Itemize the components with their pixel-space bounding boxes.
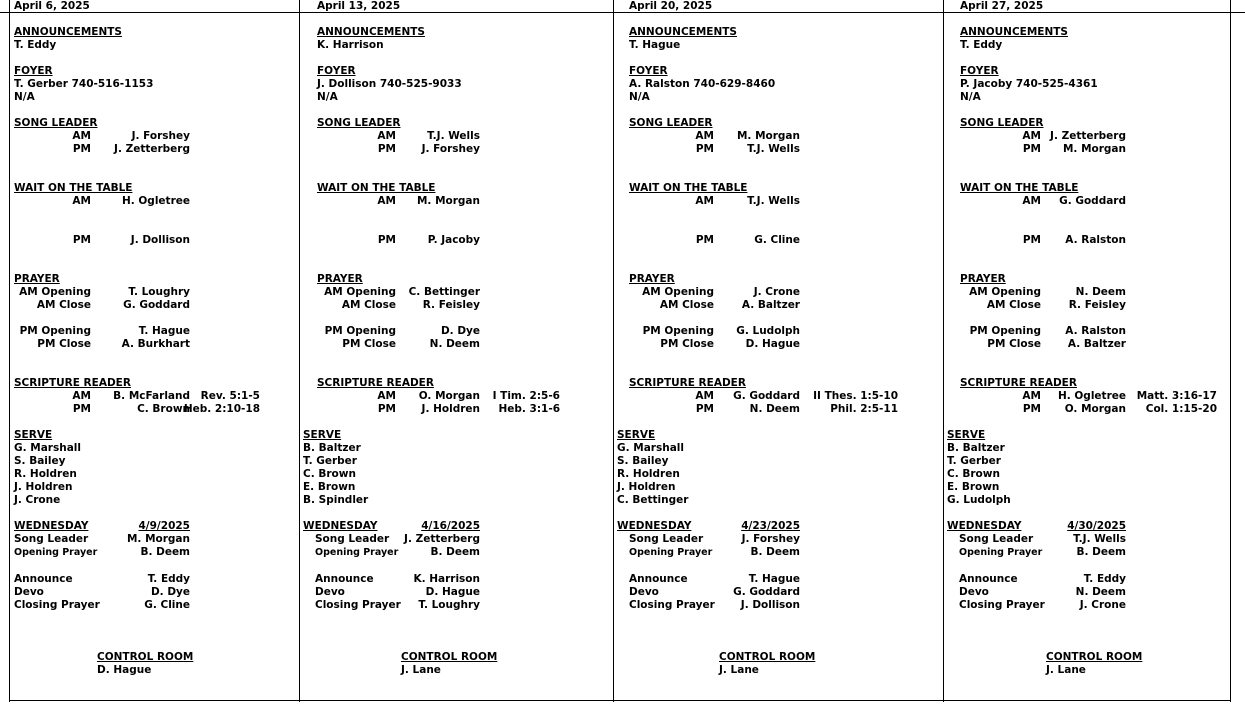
pm-opening-label: PM Opening	[19, 325, 91, 337]
serve-name: G. Marshall	[14, 442, 81, 454]
scripture-pm-reference: Phil. 2:5-11	[830, 403, 898, 415]
wait-am-label: AM	[695, 195, 714, 207]
week-date: April 27, 2025	[960, 0, 1044, 12]
serve-heading: SERVE	[303, 429, 342, 441]
song-leader-am: J. Forshey	[131, 130, 190, 142]
prayer-heading: PRAYER	[629, 273, 675, 285]
pm-opening-label: PM Opening	[969, 325, 1041, 337]
wait-on-table-heading: WAIT ON THE TABLE	[317, 182, 436, 194]
pm-opening-name: D. Dye	[440, 325, 480, 337]
wait-pm-label: PM	[72, 234, 91, 246]
serve-name: R. Holdren	[14, 468, 77, 480]
wed-opening-prayer: B. Deem	[430, 546, 480, 558]
announcements-name: T. Hague	[629, 39, 681, 51]
scripture-reader-pm: J. Holdren	[421, 403, 480, 415]
column-separator-1	[9, 0, 10, 702]
wed-opening-prayer-label: Opening Prayer	[315, 547, 399, 558]
wait-am-label: AM	[1022, 195, 1041, 207]
wed-song-leader-label: Song Leader	[14, 533, 89, 545]
control-room-heading: CONTROL ROOM	[1046, 651, 1143, 663]
control-room-name: J. Lane	[1046, 664, 1086, 676]
wed-announce-label: Announce	[315, 573, 374, 585]
am-close-name: R. Feisley	[422, 299, 480, 311]
scripture-am-label: AM	[695, 390, 714, 402]
wed-opening-prayer-label: Opening Prayer	[14, 547, 98, 558]
bottom-border-line	[9, 700, 1231, 701]
am-opening-label: AM Opening	[969, 286, 1041, 298]
serve-name: J. Holdren	[617, 481, 676, 493]
pm-close-label: PM Close	[660, 338, 714, 350]
announcements-heading: ANNOUNCEMENTS	[317, 26, 425, 38]
song-pm-label: PM	[1022, 143, 1041, 155]
scripture-am-label: AM	[377, 390, 396, 402]
foyer-contact: T. Gerber 740-516-1153	[14, 78, 154, 90]
scripture-reader-pm: N. Deem	[749, 403, 800, 415]
am-close-name: G. Goddard	[123, 299, 190, 311]
pm-opening-label: PM Opening	[642, 325, 714, 337]
song-leader-am: T.J. Wells	[427, 130, 480, 142]
am-close-name: A. Baltzer	[741, 299, 800, 311]
wednesday-heading: WEDNESDAY	[947, 520, 1022, 532]
song-leader-heading: SONG LEADER	[14, 117, 98, 129]
scripture-am-reference: Rev. 5:1-5	[200, 390, 260, 402]
am-close-label: AM Close	[36, 299, 91, 311]
wednesday-heading: WEDNESDAY	[617, 520, 692, 532]
scripture-pm-reference: Col. 1:15-20	[1145, 403, 1217, 415]
wed-announce: T. Eddy	[147, 573, 190, 585]
song-leader-heading: SONG LEADER	[317, 117, 401, 129]
wed-devo-label: Devo	[959, 586, 989, 598]
serve-name: J. Crone	[14, 494, 61, 506]
foyer-heading: FOYER	[960, 65, 999, 77]
wait-on-table-heading: WAIT ON THE TABLE	[629, 182, 748, 194]
column-separator-4	[943, 0, 944, 702]
serve-name: B. Baltzer	[947, 442, 1005, 454]
announcements-name: T. Eddy	[14, 39, 57, 51]
serve-name: G. Marshall	[617, 442, 684, 454]
wed-opening-prayer: B. Deem	[1076, 546, 1126, 558]
am-close-label: AM Close	[341, 299, 396, 311]
pm-opening-name: T. Hague	[138, 325, 190, 337]
wait-am-label: AM	[377, 195, 396, 207]
scripture-am-reference: I Tim. 2:5-6	[492, 390, 560, 402]
wait-pm-label: PM	[695, 234, 714, 246]
song-am-label: AM	[72, 130, 91, 142]
week-date: April 20, 2025	[629, 0, 713, 12]
scripture-am-reference: Matt. 3:16-17	[1136, 390, 1217, 402]
wait-on-table-am: G. Goddard	[1059, 195, 1126, 207]
song-pm-label: PM	[377, 143, 396, 155]
scripture-reader-heading: SCRIPTURE READER	[317, 377, 434, 389]
am-close-name: R. Feisley	[1068, 299, 1126, 311]
scripture-pm-label: PM	[72, 403, 91, 415]
pm-opening-name: A. Ralston	[1065, 325, 1126, 337]
wed-closing-prayer-label: Closing Prayer	[629, 599, 715, 611]
pm-opening-name: G. Ludolph	[736, 325, 800, 337]
wed-closing-prayer: G. Cline	[144, 599, 190, 611]
foyer-heading: FOYER	[629, 65, 668, 77]
wednesday-date: 4/9/2025	[138, 520, 190, 532]
am-opening-name: J. Crone	[753, 286, 800, 298]
wed-opening-prayer-label: Opening Prayer	[959, 547, 1043, 558]
wed-devo: N. Deem	[1075, 586, 1126, 598]
control-room-name: J. Lane	[719, 664, 759, 676]
foyer-extra: N/A	[629, 91, 650, 103]
serve-name: S. Bailey	[617, 455, 669, 467]
wait-on-table-am: H. Ogletree	[121, 195, 190, 207]
serve-heading: SERVE	[947, 429, 986, 441]
serve-name: C. Brown	[947, 468, 1000, 480]
serve-heading: SERVE	[14, 429, 53, 441]
foyer-heading: FOYER	[14, 65, 53, 77]
pm-close-name: A. Baltzer	[1067, 338, 1126, 350]
scripture-reader-am: G. Goddard	[733, 390, 800, 402]
wait-on-table-pm: G. Cline	[754, 234, 800, 246]
song-am-label: AM	[377, 130, 396, 142]
announcements-name: K. Harrison	[317, 39, 384, 51]
serve-name: S. Bailey	[14, 455, 66, 467]
song-leader-heading: SONG LEADER	[629, 117, 713, 129]
wed-closing-prayer-label: Closing Prayer	[315, 599, 401, 611]
am-close-label: AM Close	[986, 299, 1041, 311]
scripture-reader-heading: SCRIPTURE READER	[629, 377, 746, 389]
serve-name: E. Brown	[303, 481, 356, 493]
song-pm-label: PM	[695, 143, 714, 155]
pm-opening-label: PM Opening	[324, 325, 396, 337]
foyer-heading: FOYER	[317, 65, 356, 77]
prayer-heading: PRAYER	[317, 273, 363, 285]
foyer-extra: N/A	[317, 91, 338, 103]
pm-close-name: D. Hague	[745, 338, 800, 350]
serve-name: B. Baltzer	[303, 442, 361, 454]
song-leader-pm: M. Morgan	[1062, 143, 1126, 155]
wed-devo: D. Dye	[150, 586, 190, 598]
serve-name: C. Bettinger	[617, 494, 689, 506]
song-am-label: AM	[1022, 130, 1041, 142]
scripture-reader-pm: C. Brown	[137, 403, 190, 415]
song-leader-am: M. Morgan	[736, 130, 800, 142]
wed-opening-prayer-label: Opening Prayer	[629, 547, 713, 558]
wait-pm-label: PM	[1022, 234, 1041, 246]
wait-on-table-pm: J. Dollison	[130, 234, 190, 246]
serve-name: E. Brown	[947, 481, 1000, 493]
scripture-pm-label: PM	[695, 403, 714, 415]
wait-pm-label: PM	[377, 234, 396, 246]
wait-am-label: AM	[72, 195, 91, 207]
serve-name: R. Holdren	[617, 468, 680, 480]
wed-opening-prayer: B. Deem	[750, 546, 800, 558]
wed-song-leader: T.J. Wells	[1073, 533, 1126, 545]
pm-close-label: PM Close	[987, 338, 1041, 350]
wait-on-table-am: T.J. Wells	[747, 195, 800, 207]
wed-announce-label: Announce	[14, 573, 73, 585]
top-border-line	[0, 12, 1245, 13]
am-opening-name: T. Loughry	[128, 286, 190, 298]
serve-name: T. Gerber	[947, 455, 1001, 467]
control-room-name: D. Hague	[97, 664, 152, 676]
wednesday-date: 4/16/2025	[421, 520, 480, 532]
song-leader-pm: J. Zetterberg	[114, 143, 190, 155]
song-leader-am: J. Zetterberg	[1050, 130, 1126, 142]
wait-on-table-heading: WAIT ON THE TABLE	[14, 182, 133, 194]
serve-name: G. Ludolph	[947, 494, 1011, 506]
wed-devo-label: Devo	[629, 586, 659, 598]
scripture-reader-am: B. McFarland	[113, 390, 190, 402]
wednesday-date: 4/23/2025	[741, 520, 800, 532]
song-pm-label: PM	[72, 143, 91, 155]
wait-on-table-heading: WAIT ON THE TABLE	[960, 182, 1079, 194]
wait-on-table-pm: P. Jacoby	[427, 234, 480, 246]
scripture-am-reference: II Thes. 1:5-10	[813, 390, 898, 402]
am-opening-label: AM Opening	[324, 286, 396, 298]
foyer-contact: J. Dollison 740-525-9033	[317, 78, 462, 90]
pm-close-name: N. Deem	[429, 338, 480, 350]
wed-song-leader-label: Song Leader	[629, 533, 704, 545]
scripture-reader-am: H. Ogletree	[1057, 390, 1126, 402]
song-leader-pm: J. Forshey	[421, 143, 480, 155]
wed-song-leader-label: Song Leader	[959, 533, 1034, 545]
wednesday-heading: WEDNESDAY	[14, 520, 89, 532]
wed-devo: G. Goddard	[733, 586, 800, 598]
wed-opening-prayer: B. Deem	[140, 546, 190, 558]
control-room-heading: CONTROL ROOM	[97, 651, 194, 663]
song-leader-pm: T.J. Wells	[747, 143, 800, 155]
foyer-extra: N/A	[14, 91, 35, 103]
prayer-heading: PRAYER	[14, 273, 60, 285]
serve-name: B. Spindler	[303, 494, 369, 506]
wed-devo: D. Hague	[425, 586, 480, 598]
am-close-label: AM Close	[659, 299, 714, 311]
serve-name: C. Brown	[303, 468, 356, 480]
scripture-reader-heading: SCRIPTURE READER	[14, 377, 131, 389]
foyer-extra: N/A	[960, 91, 981, 103]
control-room-heading: CONTROL ROOM	[719, 651, 816, 663]
wed-devo-label: Devo	[315, 586, 345, 598]
scripture-reader-am: O. Morgan	[418, 390, 480, 402]
am-opening-label: AM Opening	[19, 286, 91, 298]
column-separator-2	[299, 0, 300, 702]
wednesday-heading: WEDNESDAY	[303, 520, 378, 532]
wed-song-leader-label: Song Leader	[315, 533, 390, 545]
week-date: April 13, 2025	[317, 0, 401, 12]
scripture-reader-pm: O. Morgan	[1064, 403, 1126, 415]
wed-closing-prayer-label: Closing Prayer	[959, 599, 1045, 611]
scripture-pm-label: PM	[1022, 403, 1041, 415]
column-separator-3	[613, 0, 614, 702]
scripture-reader-heading: SCRIPTURE READER	[960, 377, 1077, 389]
right-border-line	[1230, 0, 1231, 702]
scripture-am-label: AM	[72, 390, 91, 402]
scripture-pm-label: PM	[377, 403, 396, 415]
prayer-heading: PRAYER	[960, 273, 1006, 285]
am-opening-name: C. Bettinger	[408, 286, 480, 298]
foyer-contact: P. Jacoby 740-525-4361	[960, 78, 1098, 90]
pm-close-name: A. Burkhart	[121, 338, 190, 350]
control-room-heading: CONTROL ROOM	[401, 651, 498, 663]
wed-song-leader: J. Forshey	[741, 533, 800, 545]
foyer-contact: A. Ralston 740-629-8460	[629, 78, 776, 90]
control-room-name: J. Lane	[401, 664, 441, 676]
week-date: April 6, 2025	[14, 0, 90, 12]
wed-song-leader: M. Morgan	[126, 533, 190, 545]
wed-closing-prayer: T. Loughry	[418, 599, 480, 611]
pm-close-label: PM Close	[342, 338, 396, 350]
wed-announce: T. Eddy	[1083, 573, 1126, 585]
am-opening-name: N. Deem	[1075, 286, 1126, 298]
wed-closing-prayer-label: Closing Prayer	[14, 599, 100, 611]
serve-name: J. Holdren	[14, 481, 73, 493]
scripture-pm-reference: Heb. 3:1-6	[498, 403, 560, 415]
wed-announce-label: Announce	[959, 573, 1018, 585]
announcements-name: T. Eddy	[960, 39, 1003, 51]
serve-heading: SERVE	[617, 429, 656, 441]
wed-closing-prayer: J. Dollison	[740, 599, 800, 611]
announcements-heading: ANNOUNCEMENTS	[629, 26, 737, 38]
song-leader-heading: SONG LEADER	[960, 117, 1044, 129]
scripture-am-label: AM	[1022, 390, 1041, 402]
announcements-heading: ANNOUNCEMENTS	[960, 26, 1068, 38]
wait-on-table-pm: A. Ralston	[1065, 234, 1126, 246]
pm-close-label: PM Close	[37, 338, 91, 350]
wait-on-table-am: M. Morgan	[416, 195, 480, 207]
wed-devo-label: Devo	[14, 586, 44, 598]
am-opening-label: AM Opening	[642, 286, 714, 298]
wed-announce-label: Announce	[629, 573, 688, 585]
announcements-heading: ANNOUNCEMENTS	[14, 26, 122, 38]
wed-announce: K. Harrison	[413, 573, 480, 585]
wed-closing-prayer: J. Crone	[1079, 599, 1126, 611]
song-am-label: AM	[695, 130, 714, 142]
wednesday-date: 4/30/2025	[1067, 520, 1126, 532]
wed-announce: T. Hague	[748, 573, 800, 585]
scripture-pm-reference: Heb. 2:10-18	[183, 403, 260, 415]
wed-song-leader: J. Zetterberg	[404, 533, 480, 545]
serve-name: T. Gerber	[303, 455, 357, 467]
